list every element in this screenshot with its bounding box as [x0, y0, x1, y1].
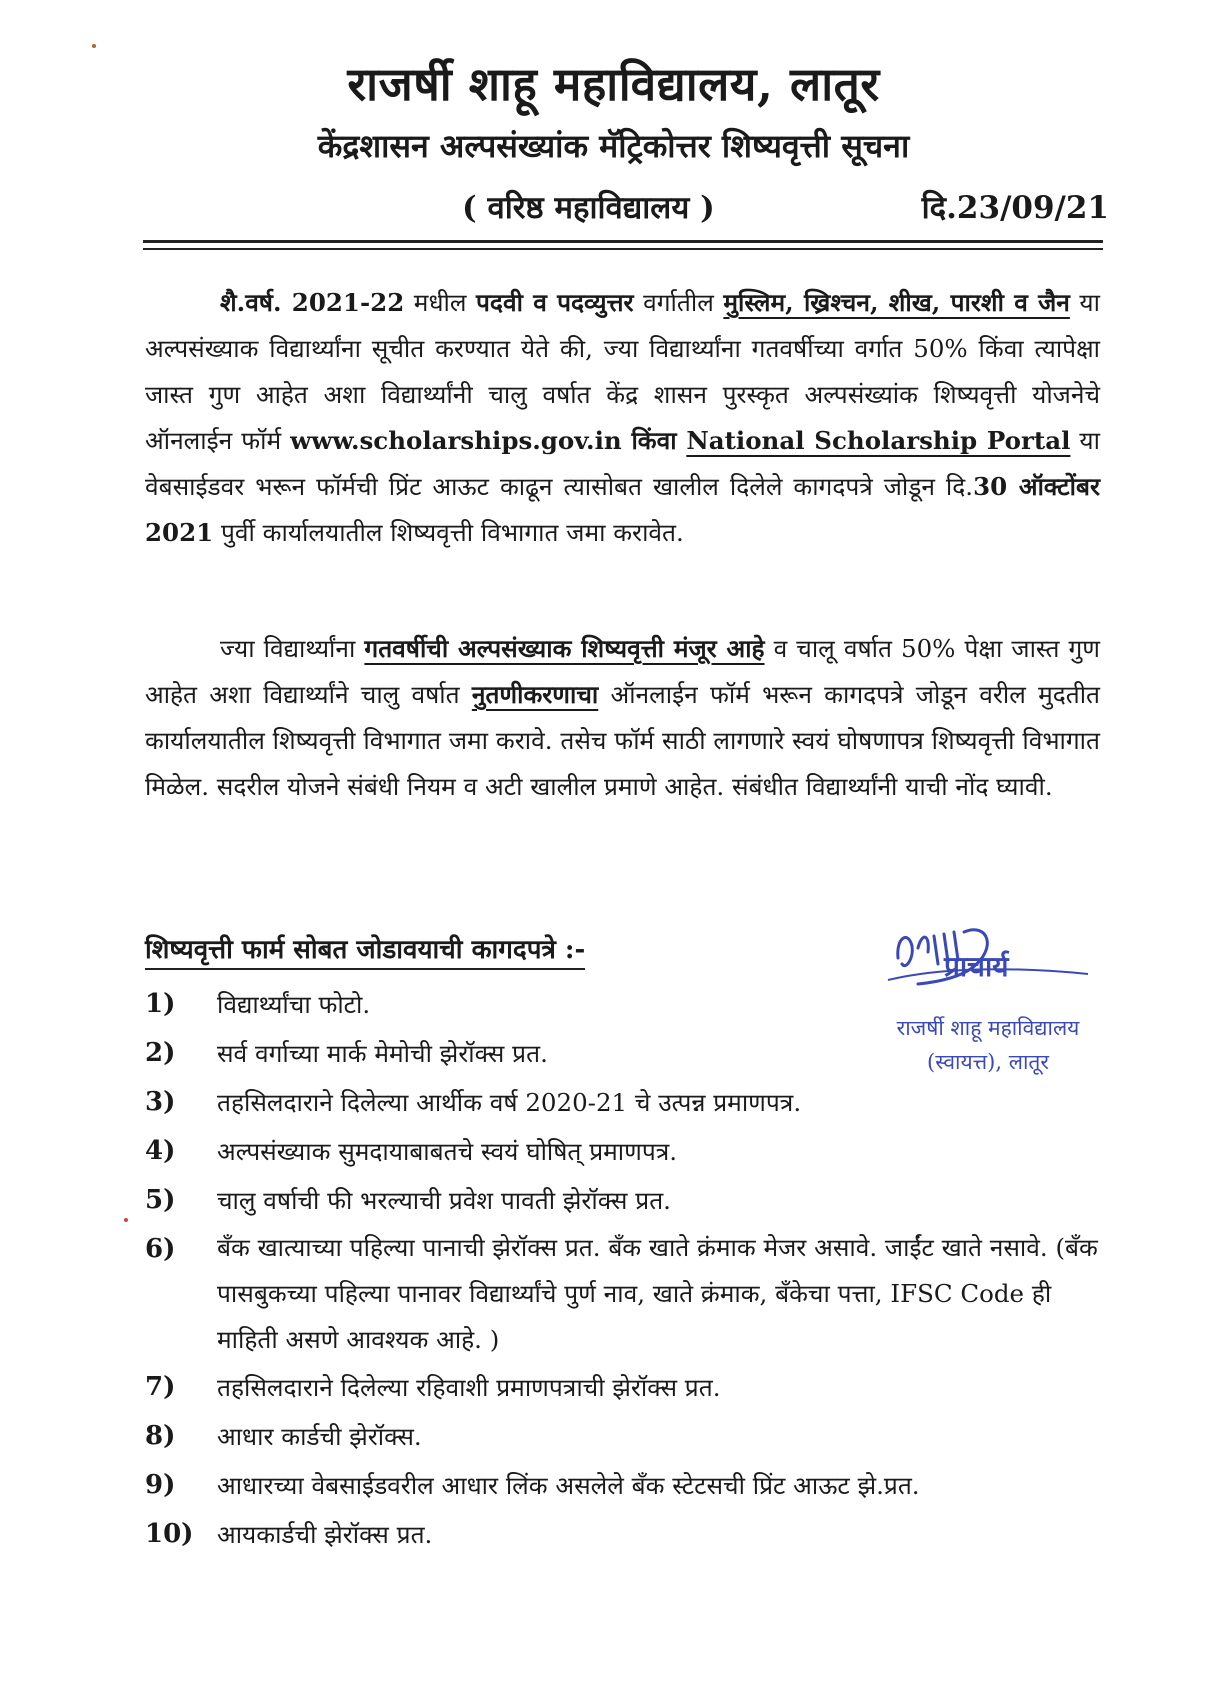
text-span: ऑनलाईन फॉर्म भरून कागदपत्रे जोडून वरील मुदतीत कार्यालयातील शिष्यवृत्ती विभागात जमा करावे. तसेच फॉर्म साठी लागणारे स्वयं घोषणापत्र शिष्यवृत्ती विभागात मिळेल. सदरील योजने संबंधी नियम व अटी खालील प्रमाणे आहेत. संबंधीत विद्यार्थ्यांनी याची नोंद घ्यावी. — [145, 680, 1101, 801]
item-text: बँक खात्याच्या पहिल्या पानाची झेरॉक्स प्रत. बँक खाते क्रंमाक मेजर असावे. जाईंट खाते नसावे. (बँक पासबुकच्या पहिल्या पानावर विद्यार्थ्यांचे पुर्ण नाव, खाते क्रंमाक, बँकेचा पत्ता, IFSC Code ही माहिती असणे आवश्यक आहे. ) — [217, 1233, 1098, 1354]
item-number: 6) — [145, 1234, 176, 1264]
academic-year: शै.वर्ष. 2021-22 — [220, 288, 405, 317]
list-item — [145, 1078, 1105, 1127]
item-number: 9) — [145, 1470, 176, 1500]
text-span: ज्या विद्यार्थ्यांना — [220, 634, 365, 663]
college-name: राजर्षी शाहू महाविद्यालय, लातूर — [347, 57, 880, 111]
principal-stamp — [868, 918, 1108, 1074]
text-span: मधील — [404, 288, 477, 317]
speck-mark — [92, 44, 96, 48]
documents-heading: शिष्यवृत्ती फार्म सोबत जोडावयाची कागदपत्रे :- — [145, 930, 585, 970]
course-level: पदवी व पदव्युत्तर — [476, 288, 634, 317]
item-text: सर्व वर्गाच्या मार्क मेमोची झेरॉक्स प्रत. — [217, 1039, 548, 1068]
list-item — [145, 1510, 1105, 1559]
item-text: आयकार्डची झेरॉक्स प्रत. — [217, 1520, 433, 1549]
header-divider-thin — [143, 248, 1103, 250]
renewal-keyword: नुतणीकरणाचा — [471, 680, 599, 709]
text-span: वर्गातील — [633, 288, 724, 317]
stamp-title: प्राचार्य — [944, 950, 1009, 983]
deadline-date: 30 ऑक्टोंबर 2021 — [145, 472, 1100, 547]
signature-icon — [868, 918, 1108, 1014]
list-item — [145, 1412, 1105, 1461]
minority-groups: मुस्लिम, ख्रिश्चन, शीख, पारशी व जैन — [723, 288, 1070, 317]
item-number: 1) — [145, 989, 176, 1019]
paragraph-2 — [145, 626, 1100, 810]
text-span-bold: किंवा — [621, 426, 687, 455]
renewal-eligibility: गतवर्षीची अल्पसंख्याक शिष्यवृत्ती मंजूर आहे — [364, 634, 765, 663]
item-text: आधार कार्डची झेरॉक्स. — [217, 1422, 422, 1451]
item-text: तहसिलदाराने दिलेल्या आर्थीक वर्ष 2020-21 चे उत्पन्न प्रमाणपत्र. — [217, 1088, 802, 1117]
item-text: विद्यार्थ्यांचा फोटो. — [217, 990, 371, 1019]
item-text: अल्पसंख्याक सुमदायाबाबतचे स्वयं घोषित् प्रमाणपत्र. — [217, 1137, 678, 1166]
item-number: 3) — [145, 1087, 176, 1117]
stamp-college-name: राजर्षी शाहू महाविद्यालय — [896, 1016, 1080, 1040]
item-number: 7) — [145, 1372, 176, 1402]
item-number: 8) — [145, 1421, 176, 1451]
list-item — [145, 1225, 1105, 1363]
text-span: या अल्पसंख्याक विद्यार्थ्यांना सूचीत करण्यात येते की, ज्या विद्यार्थ्यांना गतवर्षीच्या वर्गात 50% किंवा त्यापेक्षा जास्त गुण आहेत अशा विद्यार्थ्यांनी चालु वर्षात केंद्र शासन पुरस्कृत अल्पसंख्यांक शिष्यवृत्ती योजनेचे ऑनलाईन फॉर्म — [145, 288, 1100, 455]
item-text: आधारच्या वेबसाईडवरील आधार लिंक असलेले बँक स्टेटसची प्रिंट आऊट झे.प्रत. — [217, 1471, 920, 1500]
item-text: तहसिलदाराने दिलेल्या रहिवाशी प्रमाणपत्राची झेरॉक्स प्रत. — [217, 1373, 721, 1402]
college-type: ( वरिष्ठ महाविद्यालय ) — [462, 190, 715, 226]
text-span: व चालू वर्षात 50% पेक्षा जास्त गुण आहेत अशा विद्यार्थ्यांने चालु वर्षात — [145, 634, 1100, 709]
item-text: चालु वर्षाची फी भरल्याची प्रवेश पावती झेरॉक्स प्रत. — [217, 1186, 671, 1215]
portal-url: www.scholarships.gov.in — [290, 426, 622, 455]
item-number: 4) — [145, 1136, 176, 1166]
list-item — [145, 1127, 1105, 1176]
notice-date: दि.23/09/21 — [921, 190, 1109, 226]
item-number: 10) — [145, 1519, 194, 1549]
paragraph-1 — [145, 280, 1100, 556]
header-divider-thick — [143, 240, 1103, 243]
notice-title: केंद्रशासन अल्पसंख्यांक मॅट्रिकोत्तर शिष्यवृत्ती सूचना — [317, 127, 910, 165]
text-span: या वेबसाईडवर भरून फॉर्मची प्रिंट आऊट काढून त्यासोबत खालील दिलेले कागदपत्रे जोडून दि. — [145, 426, 1100, 501]
portal-name: National Scholarship Portal — [686, 426, 1071, 455]
item-number: 2) — [145, 1038, 176, 1068]
list-item — [145, 1461, 1105, 1510]
stamp-college-place: (स्वायत्त), लातूर — [927, 1050, 1049, 1074]
item-number: 5) — [145, 1185, 176, 1215]
list-item — [145, 1363, 1105, 1412]
speck-mark — [124, 1218, 128, 1222]
text-span: पुर्वी कार्यालयातील शिष्यवृत्ती विभागात जमा करावेत. — [213, 518, 684, 547]
list-item — [145, 1176, 1105, 1225]
